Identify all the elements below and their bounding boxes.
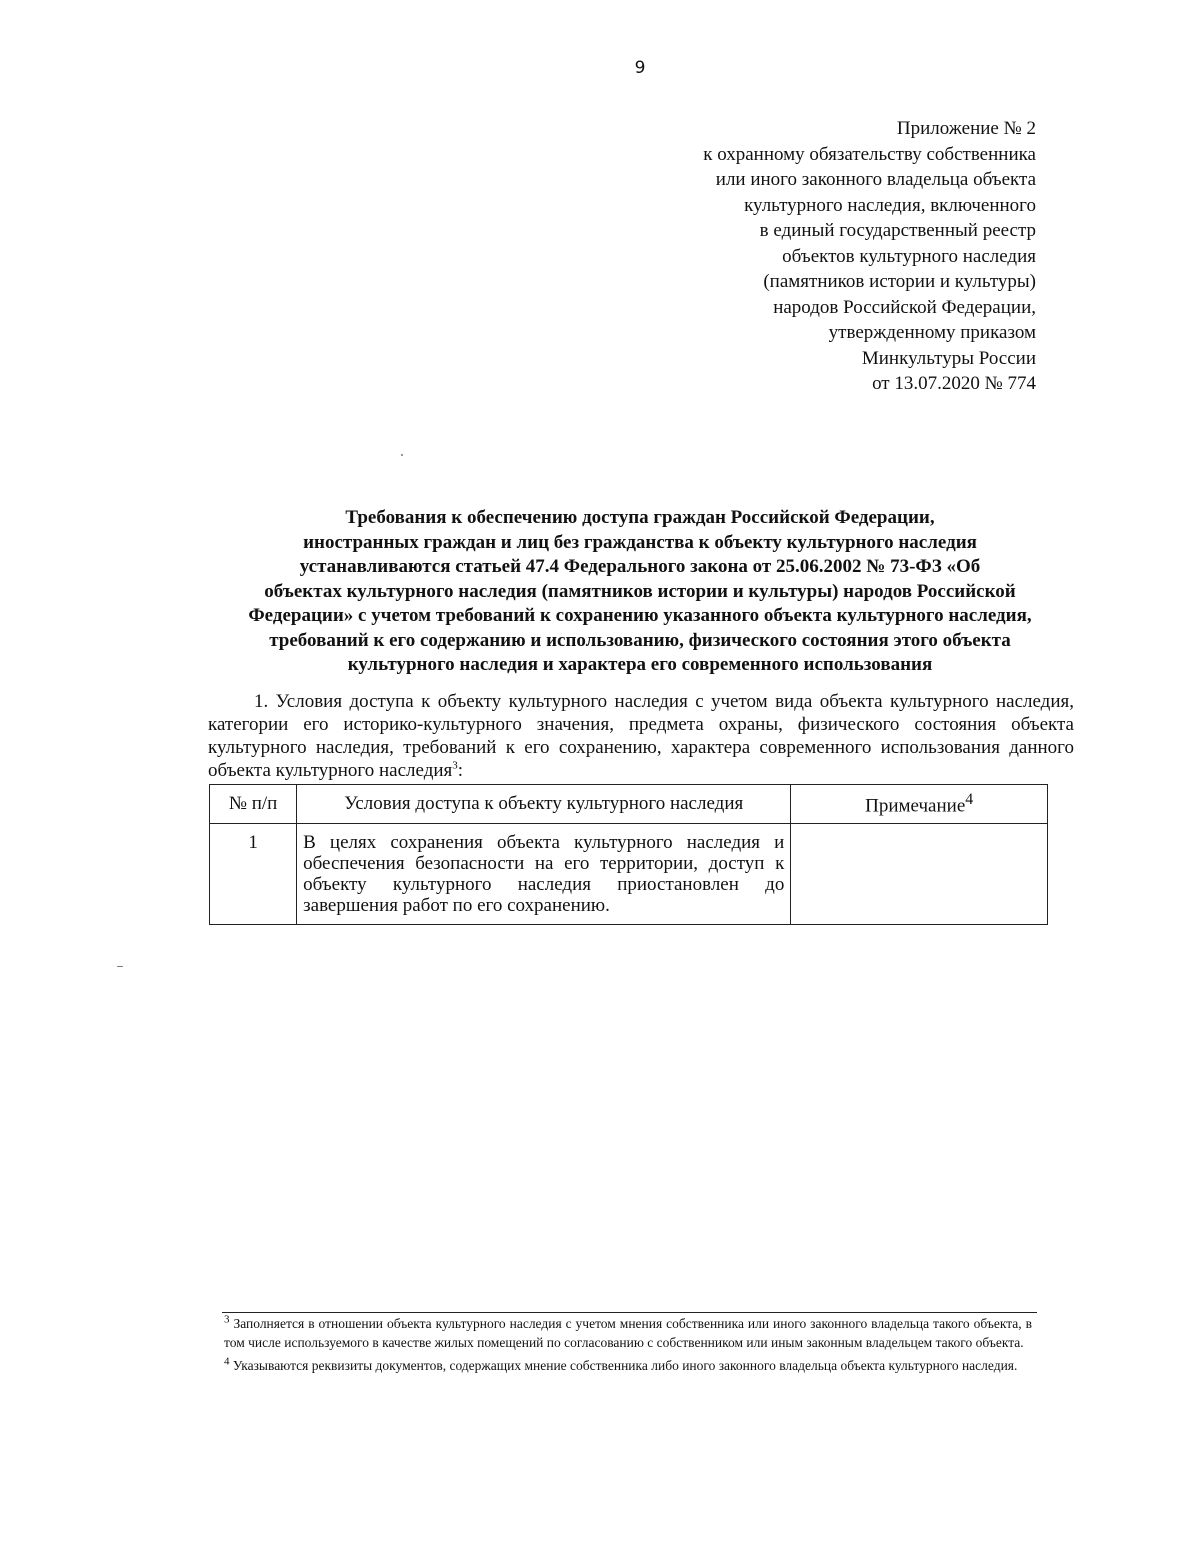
table-row (210, 824, 1048, 925)
footnote-4 (224, 1356, 1032, 1375)
title-line: иностранных граждан и лиц без гражданства к объекту культурного наследия (303, 531, 977, 553)
header-note (791, 785, 1048, 824)
footnotes (224, 1314, 1032, 1375)
title-line: устанавливаются статьей 47.4 Федерального закона от 25.06.2002 № 73-ФЗ «Об (299, 556, 981, 577)
document-title (206, 506, 1074, 678)
table-header-row (210, 785, 1048, 824)
scan-artifact (401, 454, 403, 456)
title-line: Требования к обеспечению доступа граждан Российской Федерации, (345, 507, 935, 528)
appendix-line: в единый государственный реестр (759, 220, 1036, 241)
access-conditions-table (209, 784, 1048, 925)
footnote-separator (222, 1312, 1037, 1313)
row-number: 1 (210, 824, 297, 925)
footnote-marker: 3 (224, 1313, 230, 1326)
appendix-line: или иного законного владельца объекта (715, 169, 1036, 190)
header-number: № п/п (210, 785, 297, 824)
appendix-line: утвержденному приказом (828, 322, 1036, 343)
appendix-line: Минкультуры России (861, 347, 1036, 369)
footnote-marker: 4 (224, 1355, 230, 1368)
title-line: объектах культурного наследия (памятников истории и культуры) народов Российской (264, 580, 1016, 602)
appendix-line: Приложение № 2 (896, 118, 1036, 139)
footnote-text: Заполняется в отношении объекта культурного наследия с учетом мнения собственника или иного законного владельца такого объекта, в том числе используемого в качестве жилых помещений по согласованию с собственником или иным законным владельцем такого объекта. (224, 1316, 1032, 1350)
appendix-line: от 13.07.2020 № 774 (872, 373, 1036, 394)
scan-artifact (117, 966, 123, 967)
access-conditions-paragraph (208, 690, 1074, 782)
title-line: Федерации» с учетом требований к сохранению указанного объекта культурного наследия, (248, 605, 1032, 626)
header-condition: Условия доступа к объекту культурного наследия (297, 785, 791, 824)
header-note-label: Примечание (865, 795, 966, 817)
title-line: культурного наследия и характера его современного использования (347, 654, 933, 675)
paragraph-text: 1. Условия доступа к объекту культурного наследия с учетом вида объекта культурного наследия, категории его историко-культурного значения, предмета охраны, физического состояния объекта культурного наследия, требований к его сохранению, характера современного использования данного объекта культурного наследия (208, 691, 1074, 781)
appendix-header (636, 116, 1036, 397)
row-condition: В целях сохранения объекта культурного наследия и обеспечения безопасности на его территории, доступ к объекту культурного наследия приостановлен до завершения работ по его сохранению. (297, 824, 791, 925)
footnote-3 (224, 1314, 1032, 1352)
paragraph-tail: : (457, 760, 464, 781)
appendix-line: (памятников истории и культуры) (763, 271, 1036, 292)
footnote-ref: 4 (965, 790, 974, 808)
appendix-line: объектов культурного наследия (782, 245, 1036, 267)
row-note (791, 824, 1048, 925)
page-number: 9 (634, 58, 646, 78)
appendix-line: народов Российской Федерации, (773, 296, 1036, 318)
appendix-line: к охранному обязательству собственника (703, 143, 1036, 165)
footnote-ref: 3 (452, 759, 458, 772)
footnote-text: Указываются реквизиты документов, содержащих мнение собственника либо иного законного владельца объекта культурного наследия. (229, 1358, 1018, 1373)
appendix-line: культурного наследия, включенного (744, 194, 1036, 216)
title-line: требований к его содержанию и использованию, физического состояния этого объекта (269, 629, 1011, 651)
